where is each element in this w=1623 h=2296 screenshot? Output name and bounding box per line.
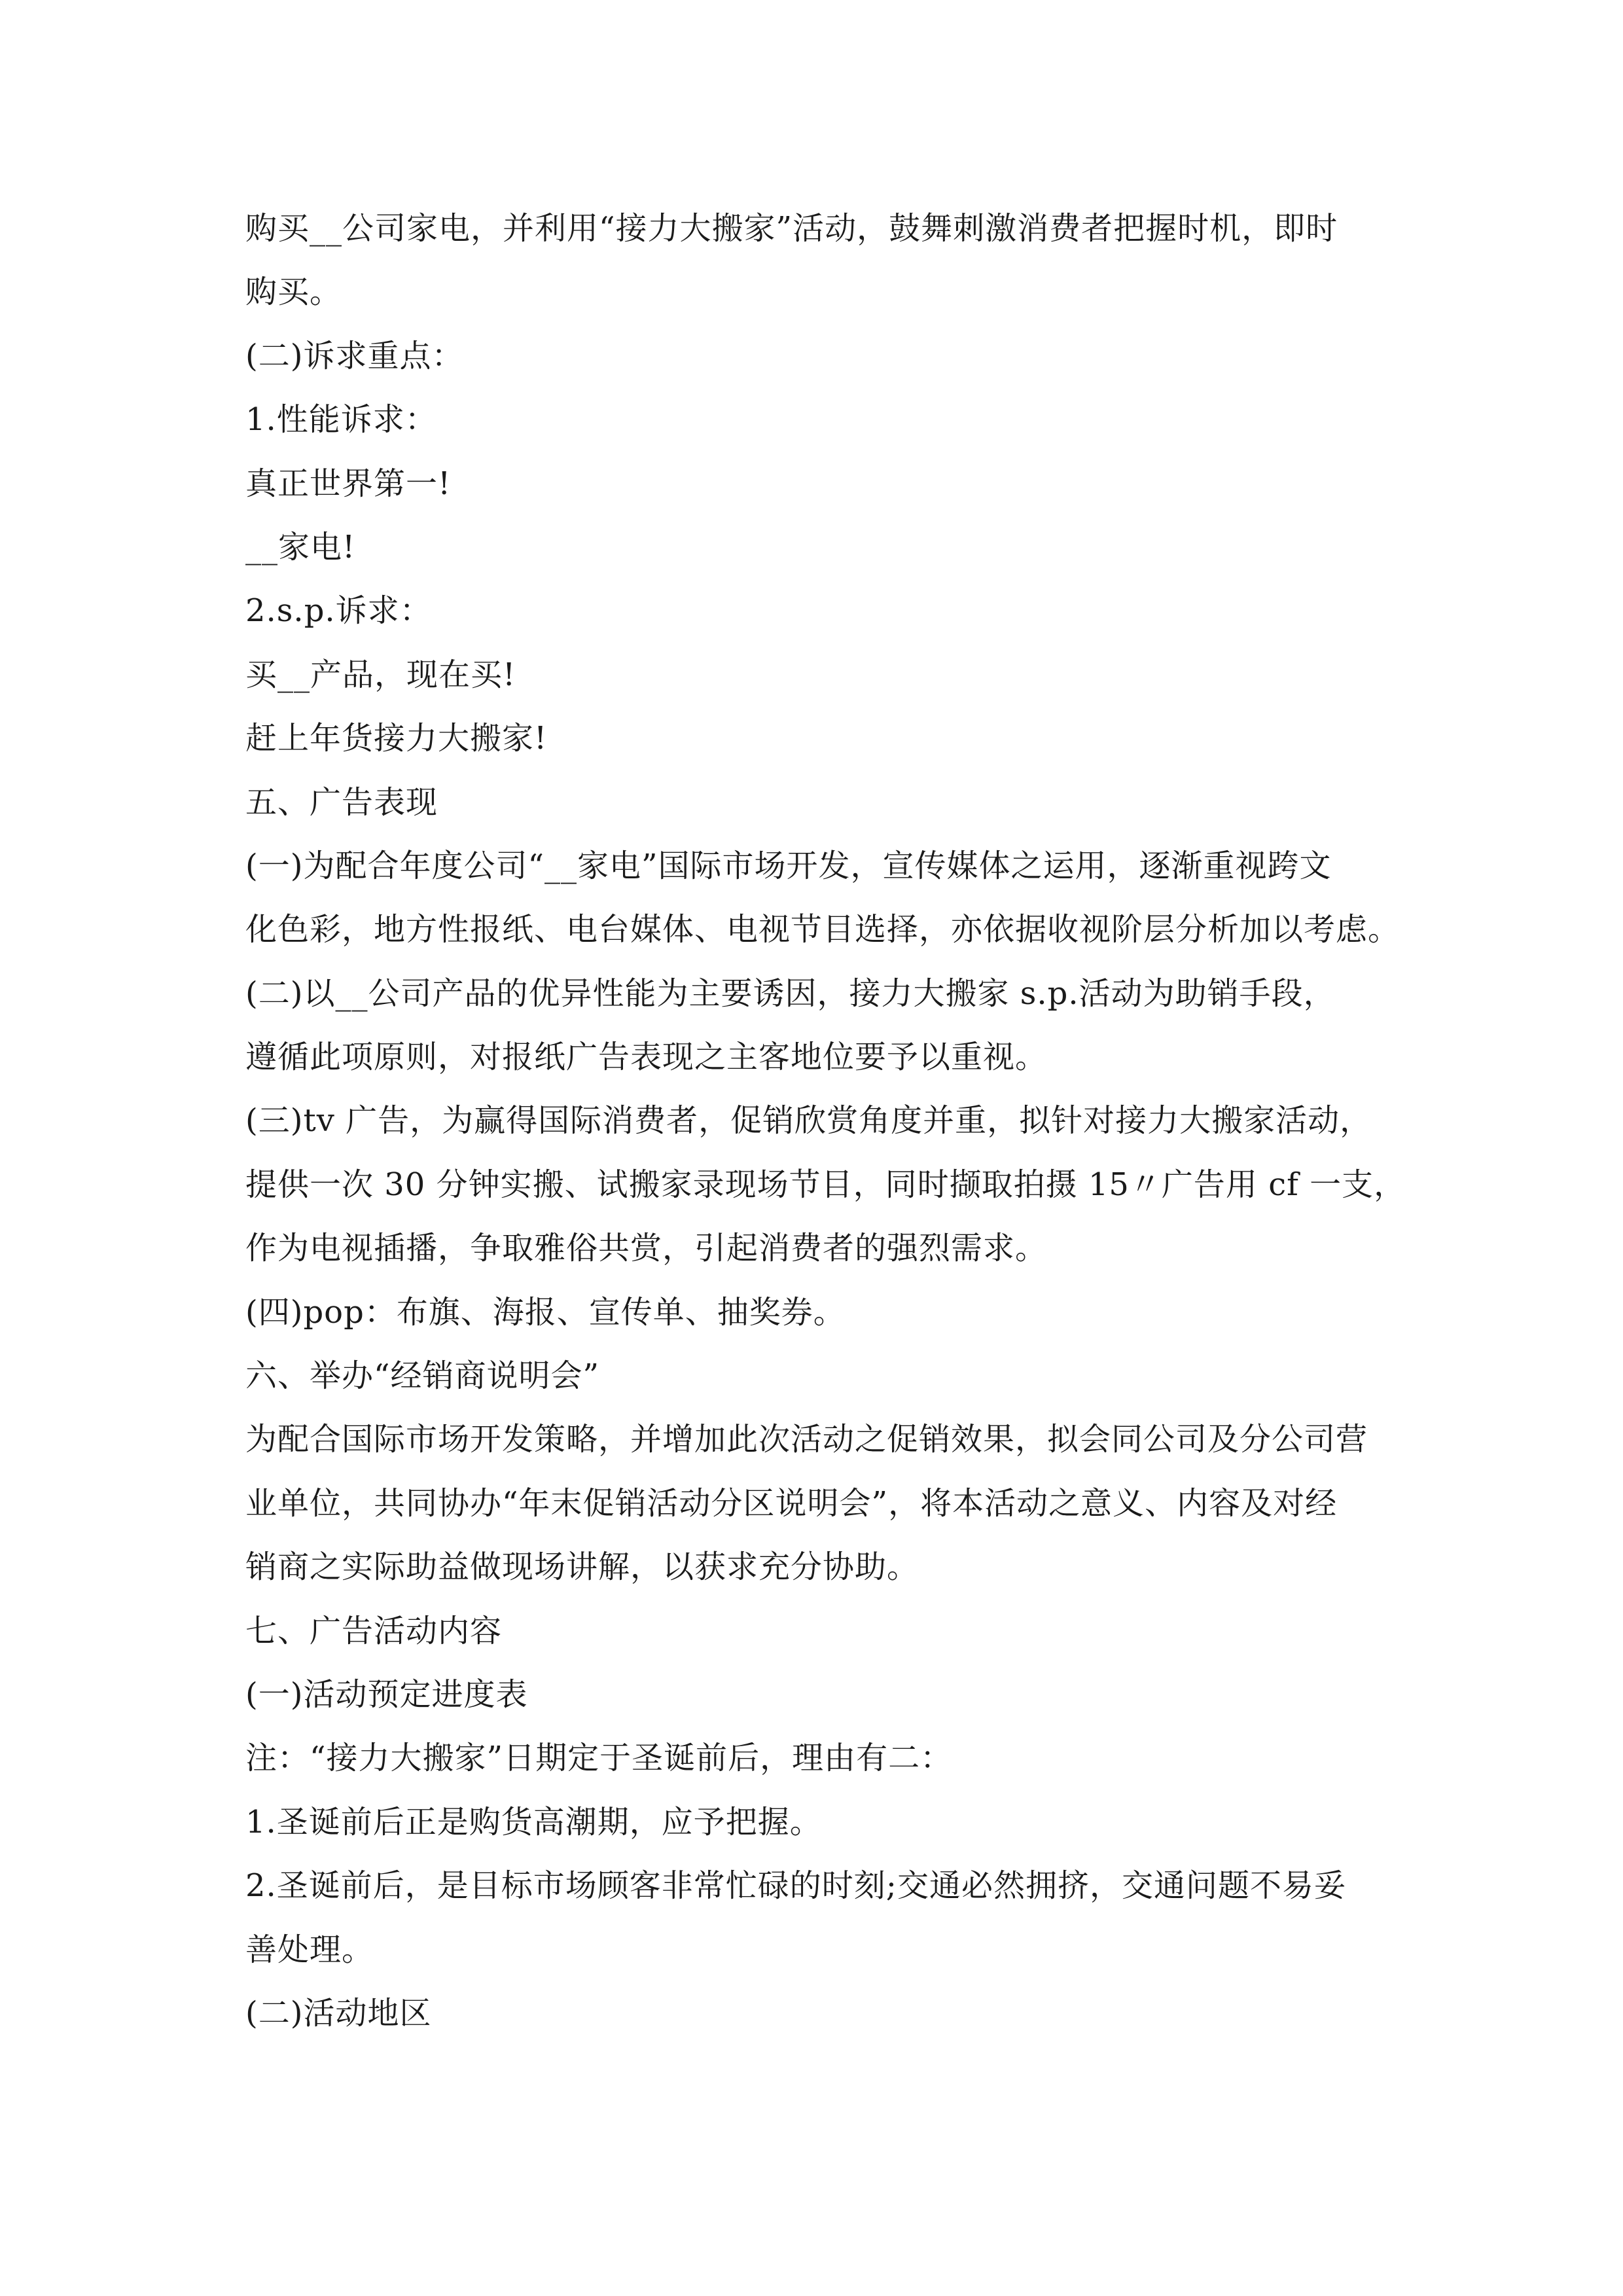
- document-body: [245, 197, 1406, 2045]
- text-line: (四)pop：布旗、海报、宣传单、抽奖券。: [245, 1293, 846, 1331]
- text-line: 注：“接力大搬家”日期定于圣诞前后，理由有二：: [245, 1740, 953, 1777]
- text-line: (三)tv 广告，为赢得国际消费者，促销欣赏角度并重，拟针对接力大搬家活动，: [245, 1102, 1372, 1139]
- section-heading: 五、广告表现: [245, 783, 438, 821]
- text-line: 销商之实际助益做现场讲解，以获求充分协助。: [245, 1549, 919, 1586]
- text-line: 提供一次 30 分钟实搬、试搬家录现场节目，同时撷取拍摄 15〃广告用 cf 一支，: [245, 1166, 1406, 1203]
- text-line: 真正世界第一!: [245, 465, 452, 502]
- section-heading: 六、举办“经销商说明会”: [245, 1357, 600, 1395]
- section-heading: (二)诉求重点：: [245, 337, 464, 374]
- text-line: 善处理。: [245, 1931, 374, 1968]
- text-line: 赶上年货接力大搬家!: [245, 720, 548, 757]
- section-heading: 七、广告活动内容: [245, 1612, 503, 1649]
- text-line: (一)活动预定进度表: [245, 1676, 528, 1713]
- text-line: 2.s.p.诉求：: [245, 592, 432, 630]
- text-line: 为配合国际市场开发策略，并增加此次活动之促销效果，拟会同公司及分公司营: [245, 1421, 1368, 1458]
- text-line: 买__产品，现在买!: [245, 656, 516, 693]
- text-line: __家电!: [245, 528, 356, 565]
- text-line: 2.圣诞前后，是目标市场顾客非常忙碌的时刻;交通必然拥挤，交通问题不易妥: [245, 1867, 1346, 1905]
- text-line: (一)为配合年度公司“__家电”国际市场开发，宣传媒体之运用，逐渐重视跨文: [245, 847, 1332, 884]
- text-line: 作为电视插播，争取雅俗共赏，引起消费者的强烈需求。: [245, 1230, 1048, 1267]
- text-line: 化色彩，地方性报纸、电台媒体、电视节目选择，亦依据收视阶层分析加以考虑。: [245, 911, 1400, 948]
- text-line: (二)以__公司产品的优异性能为主要诱因，接力大搬家 s.p.活动为助销手段，: [245, 975, 1336, 1012]
- text-line: 购买。: [245, 274, 342, 311]
- text-line: (二)活动地区: [245, 1994, 432, 2032]
- text-line: 1.性能诉求：: [245, 401, 437, 439]
- text-line: 购买__公司家电，并利用“接力大搬家”活动，鼓舞刺激消费者把握时机，即时: [245, 210, 1338, 247]
- text-line: 1.圣诞前后正是购货高潮期，应予把握。: [245, 1803, 822, 1840]
- text-line: 业单位，共同协办“年末促销活动分区说明会”，将本活动之意义、内容及对经: [245, 1484, 1338, 1522]
- text-line: 遵循此项原则，对报纸广告表现之主客地位要予以重视。: [245, 1039, 1048, 1076]
